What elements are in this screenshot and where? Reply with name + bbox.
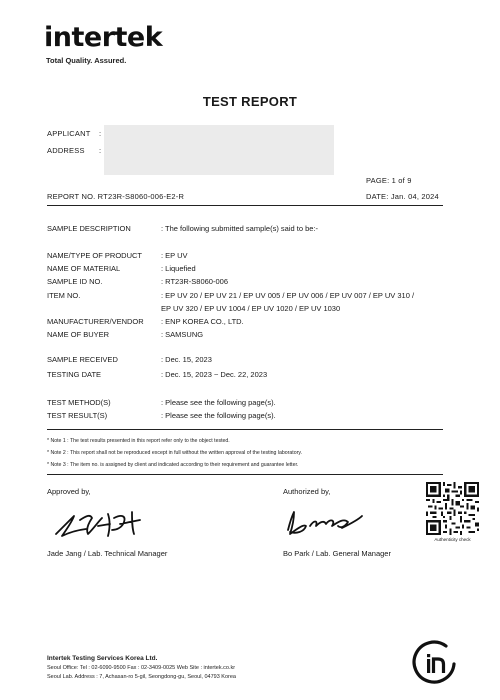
field-value: : Please see the following page(s).: [161, 411, 276, 420]
report-number: REPORT NO. RT23R-S8060-006-E2-R: [47, 192, 185, 201]
field-product-type: [47, 251, 447, 261]
authorized-by-name: Bo Park / Lab. General Manager: [283, 549, 391, 558]
qr-code-icon[interactable]: [426, 482, 479, 535]
field-value: : Dec. 15, 2023: [161, 355, 212, 364]
authorized-signature: [282, 506, 366, 538]
note-2: * Note 2 : This report shall not be reproduced except in full without the written approval of the testing laboratory.: [47, 450, 303, 456]
field-value: : Dec. 15, 2023 ~ Dec. 22, 2023: [161, 370, 268, 379]
authorized-by-label: Authorized by,: [283, 487, 331, 496]
footer-company: Intertek Testing Services Korea Ltd.: [47, 655, 158, 662]
field-value: : EP UV 20 / EP UV 21 / EP UV 005 / EP UV 006 / EP UV 007 / EP UV 310 /: [161, 291, 415, 300]
intertek-logo: intertek: [44, 22, 163, 53]
field-testing-date: [47, 370, 447, 380]
field-label: MANUFACTURER/VENDOR: [47, 317, 144, 326]
field-label: NAME OF BUYER: [47, 330, 110, 339]
field-value: : Please see the following page(s).: [161, 398, 276, 407]
footer-line-1: Seoul Office: Tel : 02-6090-9500 Fax : 02-3409-0025 Web Site : intertek.co.kr: [47, 665, 236, 671]
approved-signature: [52, 504, 147, 542]
applicant-label: APPLICANT: [47, 129, 91, 138]
field-test-results: [47, 411, 447, 421]
field-item-no-continued: [47, 304, 447, 314]
header-divider: [47, 205, 443, 206]
address-colon: :: [99, 146, 102, 155]
field-value: : Liquefied: [161, 264, 196, 273]
field-label: ITEM NO.: [47, 291, 81, 300]
field-material: [47, 264, 447, 274]
field-label: SAMPLE DESCRIPTION: [47, 224, 131, 233]
logo-tagline: Total Quality. Assured.: [46, 56, 127, 65]
field-label: SAMPLE RECEIVED: [47, 355, 118, 364]
report-date: DATE: Jan. 04, 2024: [366, 192, 439, 201]
field-value: : ENP KOREA CO., LTD.: [161, 317, 244, 326]
applicant-colon: :: [99, 129, 102, 138]
intertek-round-logo: [410, 640, 460, 686]
field-label: TESTING DATE: [47, 370, 102, 379]
field-value: : The following submitted sample(s) said to be:-: [161, 224, 319, 233]
field-sample-description: [47, 224, 447, 234]
page-title: TEST REPORT: [202, 94, 298, 109]
qr-caption: Authenticity check: [434, 537, 471, 542]
signature-divider: [47, 474, 443, 475]
field-value: : RT23R-S8060-006: [161, 277, 228, 286]
notes-divider: [47, 429, 443, 430]
field-label: NAME OF MATERIAL: [47, 264, 121, 273]
note-1: * Note 1 : The test results presented in this report refer only to the object tested.: [47, 438, 230, 444]
redacted-applicant-info: [104, 125, 334, 175]
field-sample-received: [47, 355, 447, 365]
note-3: * Note 3 : The item no. is assigned by client and indicated according to their requirement and guarantee letter.: [47, 462, 299, 468]
field-test-methods: [47, 398, 447, 408]
address-label: ADDRESS: [47, 146, 85, 155]
approved-by-label: Approved by,: [47, 487, 91, 496]
field-item-no: [47, 291, 447, 301]
field-label: TEST RESULT(S): [47, 411, 108, 420]
approved-by-name: Jade Jang / Lab. Technical Manager: [47, 549, 168, 558]
field-label: TEST METHOD(S): [47, 398, 111, 407]
field-label: NAME/TYPE OF PRODUCT: [47, 251, 143, 260]
field-sample-id: [47, 277, 447, 287]
field-manufacturer: [47, 317, 447, 327]
footer-line-2: Seoul Lab. Address : 7, Achasan-ro 5-gil, Seongdong-gu, Seoul, 04793 Korea: [47, 674, 236, 680]
field-value: : EP UV: [161, 251, 188, 260]
page-number: PAGE: 1 of 9: [366, 176, 412, 185]
field-buyer: [47, 330, 447, 340]
field-label: SAMPLE ID NO.: [47, 277, 103, 286]
field-value: EP UV 320 / EP UV 1004 / EP UV 1020 / EP UV 1030: [161, 304, 341, 313]
field-value: : SAMSUNG: [161, 330, 204, 339]
